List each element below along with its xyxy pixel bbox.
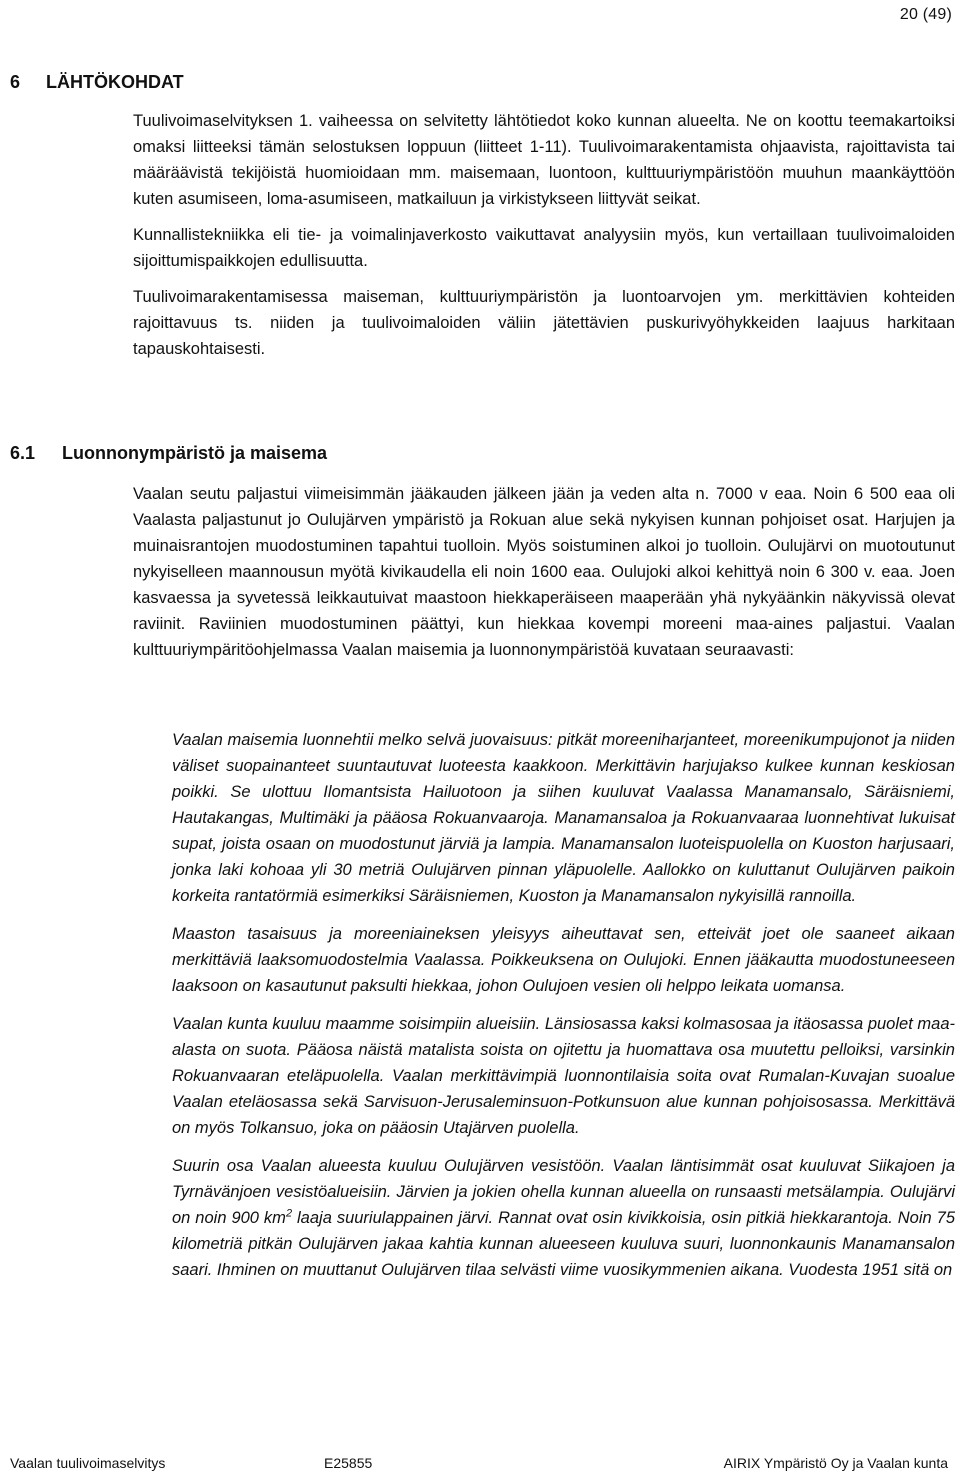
section-body bbox=[133, 108, 955, 372]
quote-paragraph: Maaston tasaisuus ja moreeniaineksen yleisyys aiheuttavat sen, etteivät joet ole saaneet aikaan merkittäviä laaksomuodostelmia Vaalassa. Poikkeuksena on Oulujoki. Ennen jääkautta muodostuneeseen laaksoon on kasautunut paksulti hiekkaa, johon Oulujoen vesien oli helppo leikata uomansa. bbox=[172, 925, 955, 995]
quote-paragraph: Vaalan kunta kuuluu maamme soisimpiin alueisiin. Länsiosassa kaksi kolmasosaa ja itäosassa puolet maa-alasta on suota. Pääosa näistä matalista soista on ojitettu ja huomattava osa muutettu pelloiksi, varsinkin Rokuanvaaran eteläpuolella. Vaalan merkittävimpiä luonnontilaisia soita ovat Rumalan-Kuvajan suoalue Vaalan eteläosassa sekä Sarvisuon-Jerusaleminsuon-Potkunsuon alue kunnan pohjoisosassa. Merkittävä on myös Tolkansuo, joka on pääosin Utajärven puolella. bbox=[172, 1015, 955, 1137]
footer-project-code: E25855 bbox=[324, 1455, 373, 1471]
subsection-heading bbox=[10, 443, 327, 464]
page-number: 20 (49) bbox=[899, 6, 952, 23]
section-heading bbox=[10, 72, 184, 93]
paragraph: Tuulivoimarakentamisessa maiseman, kulttuuriympäristön ja luontoarvojen ym. merkittävien kohteiden rajoittavuus ts. niiden ja tuulivoimaloiden väliin jätettävien puskurivyöhykkeiden laajuus harkitaan tapauskohtaisesti. bbox=[133, 288, 955, 358]
subsection-title: Luonnonympäristö ja maisema bbox=[62, 443, 328, 463]
subsection-body bbox=[133, 481, 955, 673]
section-number: 6 bbox=[10, 72, 21, 92]
paragraph: Tuulivoimaselvityksen 1. vaiheessa on selvitetty lähtötiedot koko kunnan alueelta. Ne on koottu teemakartoiksi omaksi liitteeksi tämän selostuksen loppuun (liitteet 1-11). Tuulivoimarakentamista ohjaavista, rajoittavista tai määräävistä tekijöistä huomioidaan mm. maisemaan, luontoon, kulttuuriympäristöön muuhun maankäyttöön kuten asumiseen, loma-asumiseen, matkailuun ja virkistykseen liittyvät seikat. bbox=[133, 112, 955, 208]
paragraph: Vaalan seutu paljastui viimeisimmän jääkauden jälkeen jään ja veden alta n. 7000 v eaa. Noin 6 500 eaa oli Vaalasta paljastunut jo Oulujärven ympäristö ja Rokuan alue sekä nykyisen kunnan pohjoiset osat. Harjujen ja muinaisrantojen muodostuminen tapahtui tuolloin. Myös soistuminen alkoi jo tuolloin. Oulujärvi on muotoutunut nykyiselleen maannousun myötä kivikaudella eli noin 1600 eaa. Oulujoki alkoi kehittyä noin 6 300 v. eaa. Joen kasvaessa ja syvetessä leikkautuivat maastoon hiekkaperäiseen maaperään yhä nykyäänkin näkyvissä olevat raviinit. Raviinien muodostuminen päättyi, kun hiekkaa kovempi moreeni maa-aines paljastui. Vaalan kulttuuriympäritöohjelmassa Vaalan maisemia ja luonnonympäristöä kuvataan seuraavasti: bbox=[133, 485, 955, 659]
paragraph: Kunnallistekniikka eli tie- ja voimalinjaverkosto vaikuttavat analyysiin myös, kun vertaillaan tuulivoimaloiden sijoittumispaikkojen edullisuutta. bbox=[133, 226, 955, 270]
superscript: 2 bbox=[285, 1207, 293, 1220]
section-title: LÄHTÖKOHDAT bbox=[46, 72, 184, 92]
quote-text: laaja suuriulappainen järvi. Rannat ovat osin kivikkoisia, osin pitkiä hiekkarantoja. Noin 75 kilometriä pitkän Oulujärven jakaa kahtia kunnan alueeseen kuuluva suuri, luonnonkaunis Manamansalon saari. Ihminen on muuttanut Oulujärven tilaa selvästi viime vuosikymmenien aikana. Vuodesta 1951 sitä on bbox=[172, 1209, 955, 1279]
footer-document-title: Vaalan tuulivoimaselvitys bbox=[10, 1455, 166, 1471]
quoted-excerpt bbox=[172, 727, 955, 1295]
subsection-number: 6.1 bbox=[10, 443, 36, 463]
quote-paragraph bbox=[172, 1153, 955, 1283]
quote-paragraph: Vaalan maisemia luonnehtii melko selvä juovaisuus: pitkät moreeniharjanteet, moreenikumpujonot ja niiden väliset suopainanteet suuntautuvat luoteesta kaakkoon. Merkittävin harjujakso kulkee kunnan keskiosan poikki. Se ulottuu Ilomantsista Hailuotoon ja siihen kuuluvat Vaalassa Manamansalo, Säräisniemi, Hautakangas, Multimäki ja pääosa Rokuanvaaroja. Manamansaloa ja Rokuanvaaraa luonnehtivat lukuisat supat, joista osaan on muodostunut järviä ja lampia. Manamansalon luoteispuolella on Kuoston harjusaari, jonka laki kohoaa yli 30 metriä Oulujärven pinnan yläpuolelle. Aallokko on kuluttanut Oulujärven paikoin korkeita rantatörmiä esimerkiksi Säräisniemen, Kuoston ja Manamansalon nykyisillä rannoilla. bbox=[172, 731, 955, 905]
footer-authors: AIRIX Ympäristö Oy ja Vaalan kunta bbox=[723, 1455, 948, 1471]
quote-text: Suurin osa Vaalan alueesta kuuluu Oulujärven vesistöön. Vaalan läntisimmät osat kuuluvat Siikajoen ja Tyrnävänjoen vesistöalueisiin. Järvien ja jokien ohella kunnan alueella on runsaasti metsälampia. Oulujärvi on noin 900 km bbox=[172, 1157, 955, 1227]
